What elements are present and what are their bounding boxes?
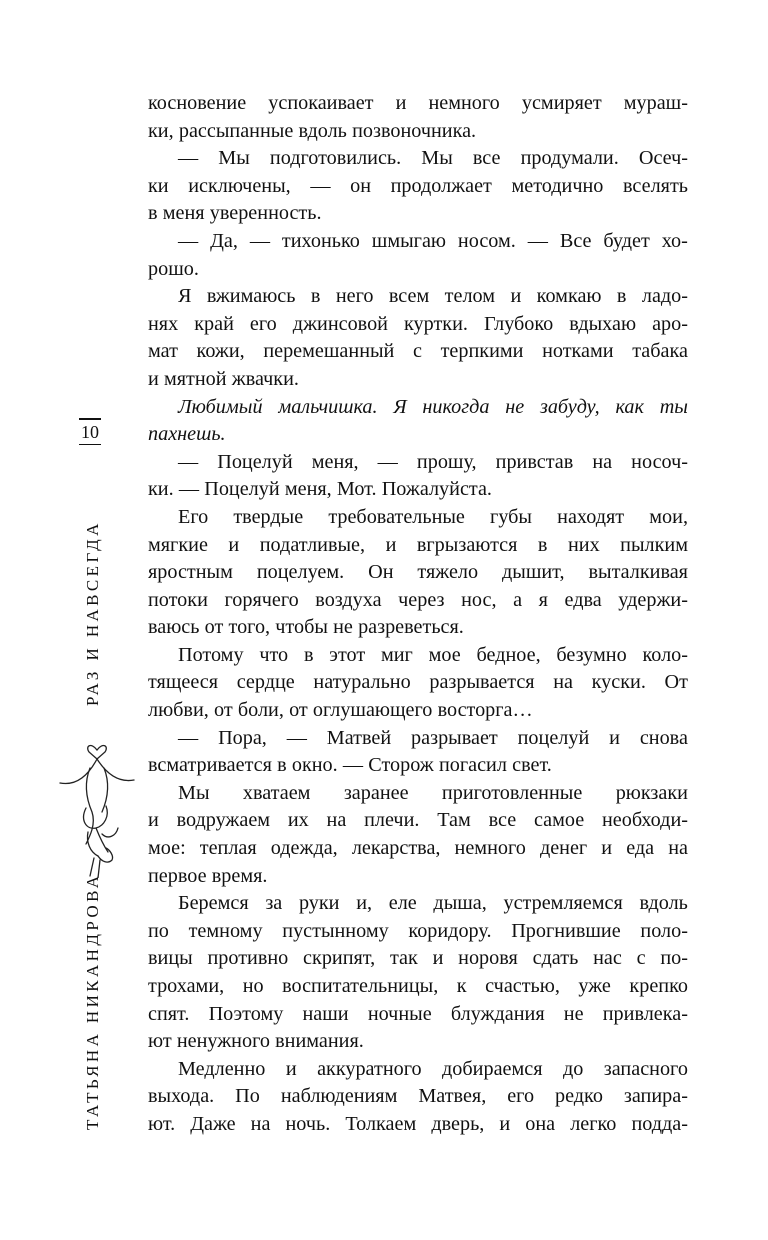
text-line: ки, рассыпанные вдоль позвоночника. <box>148 119 477 142</box>
text-line: ют. Даже на ночь. Толкаем дверь, и она легко подда- <box>148 1112 688 1135</box>
text-line: Его твердые требовательные губы находят мои, <box>178 505 688 528</box>
text-line: рошо. <box>148 257 199 280</box>
text-line: нях край его джинсовой куртки. Глубоко вдыхаю аро- <box>148 312 688 335</box>
text-line: тящееся сердце натурально разрывается на куски. От <box>148 671 688 694</box>
body-text <box>148 90 688 1139</box>
text-line: пахнешь. <box>148 423 226 446</box>
text-line: и водружаем их на плечи. Там все самое необходи- <box>148 809 688 832</box>
hearts-hand-icon <box>56 728 138 878</box>
text-line: ют ненужного внимания. <box>148 1030 364 1053</box>
text-line: всматривается в окно. — Сторож погасил свет. <box>148 754 552 777</box>
text-line: косновение успокаивает и немного усмиряет мураш- <box>148 92 688 114</box>
text-line: Беремся за руки и, еле дыша, устремляемся вдоль <box>178 892 688 915</box>
text-line: мое: теплая одежда, лекарства, немного денег и еда на <box>148 837 688 860</box>
text-line: Мы хватаем заранее приготовленные рюкзаки <box>178 781 688 804</box>
text-line: вицы противно скрипят, так и норовя сдать нас с по- <box>148 947 688 970</box>
text-line: — Поцелуй меня, — прошу, привстав на носоч- <box>178 450 688 473</box>
text-line: ваюсь от того, чтобы не разреветься. <box>148 616 464 639</box>
text-line: трохами, но воспитательницы, к счастью, уже крепко <box>148 975 688 997</box>
text-line: в меня уверенность. <box>148 202 322 225</box>
text-line: мягкие и податливые, и вгрызаются в них пылким <box>148 533 688 556</box>
author-name: ТАТЬЯНА НИКАНДРОВА <box>83 872 102 1130</box>
text-line: выхода. По наблюдениям Матвея, его редко запира- <box>148 1085 688 1108</box>
text-line: — Мы подготовились. Мы все продумали. Осеч- <box>178 147 688 170</box>
text-line: первое время. <box>148 864 268 887</box>
text-line: мат кожи, перемешанный с терпкими нотками табака <box>148 340 688 363</box>
text-line: Потому что в этот миг мое бедное, безумно коло- <box>178 643 688 666</box>
page-number <box>79 418 101 445</box>
text-line: Я вжимаюсь в него всем телом и комкаю в ладо- <box>178 285 688 308</box>
text-line: яростным поцелуем. Он тяжело дышит, выталкивая <box>148 561 688 584</box>
text-line: Медленно и аккуратного добираемся до запасного <box>178 1057 688 1080</box>
text-line: ки исключены, — он продолжает методично вселять <box>148 174 688 197</box>
text-line: спят. Поэтому наши ночные блуждания не привлека- <box>148 1002 688 1025</box>
text-line: потоки горячего воздуха через нос, а я едва удержи- <box>148 588 688 611</box>
page-number-text: 10 <box>81 421 99 442</box>
text-line: по темному пустынному коридору. Прогнившие поло- <box>148 919 688 942</box>
text-line: любви, от боли, от оглушающего восторга… <box>148 699 533 722</box>
text-line: ки. — Поцелуй меня, Мот. Пожалуйста. <box>148 478 492 501</box>
text-line: и мятной жвачки. <box>148 367 299 390</box>
text-line: — Да, — тихонько шмыгаю носом. — Все будет хо- <box>178 229 688 252</box>
book-title: РАЗ И НАВСЕГДА <box>83 520 102 706</box>
text-line: Любимый мальчишка. Я никогда не забуду, как ты <box>178 395 688 418</box>
text-line: — Пора, — Матвей разрывает поцелуй и снова <box>178 726 688 749</box>
